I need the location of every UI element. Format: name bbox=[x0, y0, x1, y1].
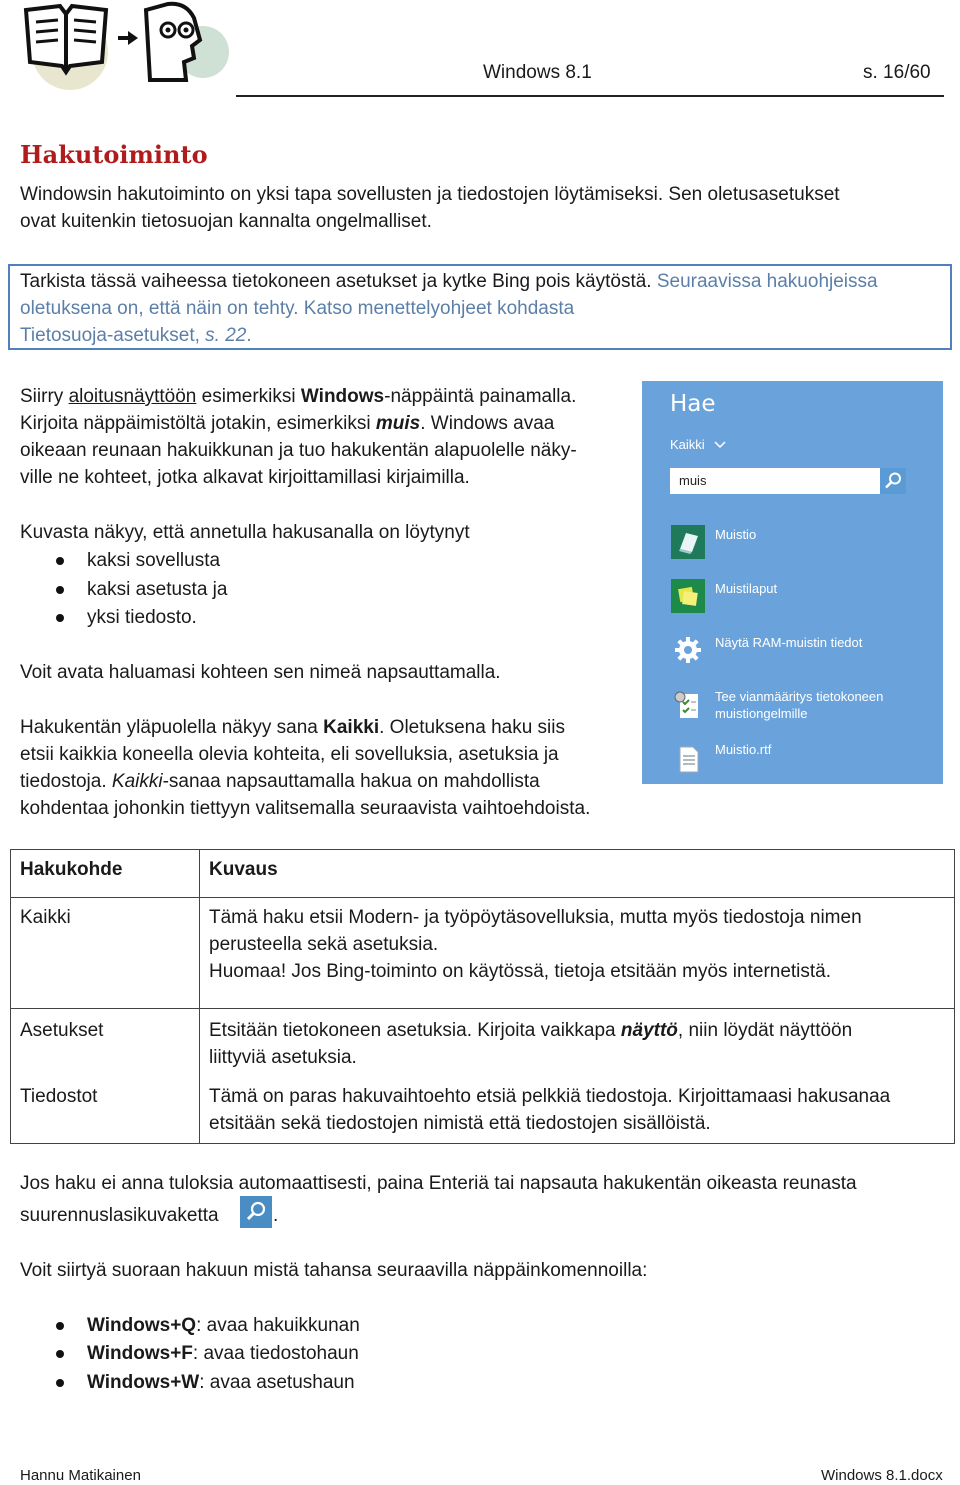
para1-text: -näppäintä painamalla. bbox=[384, 386, 577, 407]
para1-line-2 bbox=[20, 410, 554, 437]
search-result[interactable]: Muistio bbox=[715, 527, 757, 542]
shortcut-item bbox=[87, 1312, 360, 1339]
table-cell: Asetukset bbox=[11, 1009, 200, 1078]
windows-key-label: Windows bbox=[300, 386, 385, 407]
shortcut-key: Windows+Q bbox=[87, 1315, 197, 1336]
header-logo bbox=[18, 0, 233, 92]
notice-line-1 bbox=[20, 268, 878, 295]
header-doc-title: Windows 8.1 bbox=[483, 62, 592, 83]
shortcut-item bbox=[87, 1340, 359, 1367]
section-title: Hakutoiminto bbox=[20, 140, 208, 169]
table-row bbox=[11, 1077, 955, 1144]
gear-icon bbox=[671, 633, 705, 667]
bullet bbox=[56, 557, 64, 565]
search-scope-dropdown[interactable] bbox=[670, 437, 726, 452]
para1-text: Siirry bbox=[20, 386, 69, 407]
para4-line-1 bbox=[20, 714, 565, 741]
para2-lead: Kuvasta näkyy, että annetulla hakusanalla on löytynyt bbox=[20, 522, 470, 543]
footer-author: Hannu Matikainen bbox=[20, 1467, 141, 1484]
para1-line-3: oikeaan reunaan hakuikkunan ja tuo hakukentän alapuolelle näky- bbox=[20, 440, 577, 461]
bullet bbox=[56, 1379, 64, 1387]
document-icon bbox=[671, 742, 705, 776]
table-row bbox=[11, 898, 955, 1009]
search-result[interactable] bbox=[715, 688, 883, 722]
para4-line-3 bbox=[20, 768, 540, 795]
table-row bbox=[11, 1009, 955, 1078]
aloitusnaytto-link[interactable]: aloitusnäyttöön bbox=[68, 386, 197, 407]
table-cell-line: perusteella sekä asetuksia. bbox=[209, 934, 439, 955]
bullet bbox=[56, 586, 64, 594]
para5-line-1: Jos haku ei anna tuloksia automaattisesti, paina Enteriä tai napsauta hakukentän oikeasta reunasta bbox=[20, 1173, 857, 1194]
bullet bbox=[56, 1350, 64, 1358]
para1-text: Kirjoita näppäimistöltä jotakin, esimerkiksi bbox=[20, 413, 376, 434]
shortcut-desc: : avaa asetushaun bbox=[199, 1372, 355, 1393]
table-cell-line: Tämä haku etsii Modern- ja työpöytäsovelluksia, mutta myös tiedostoja nimen bbox=[209, 907, 862, 928]
table-text: , niin löydät näyttöön bbox=[677, 1020, 853, 1041]
shortcut-desc: : avaa hakuikkunan bbox=[196, 1315, 360, 1336]
table-cell-line: liittyviä asetuksia. bbox=[209, 1047, 357, 1068]
para1-line-1 bbox=[20, 383, 576, 410]
search-button[interactable] bbox=[880, 468, 906, 494]
table-text: Etsitään tietokoneen asetuksia. Kirjoita vaikkapa bbox=[209, 1020, 621, 1041]
chevron-down-icon bbox=[714, 441, 726, 449]
notepad-icon bbox=[671, 525, 705, 559]
table-cell-line: Huomaa! Jos Bing-toiminto on käytössä, tietoja etsitään myös internetistä. bbox=[209, 961, 832, 982]
list-item: kaksi sovellusta bbox=[87, 550, 221, 571]
table-cell: Kaikki bbox=[11, 898, 200, 1009]
table-cell bbox=[200, 1077, 955, 1144]
search-result[interactable]: Muistilaput bbox=[715, 581, 778, 596]
shortcut-key: Windows+W bbox=[87, 1372, 200, 1393]
notice-text-c: oletuksena on, että näin on tehty. bbox=[20, 298, 299, 319]
table-cell-line: etsitään sekä tiedostojen nimistä että tiedostojen sisällöistä. bbox=[209, 1113, 711, 1134]
search-result[interactable]: Muistio.rtf bbox=[715, 742, 772, 757]
search-panel-title: Hae bbox=[670, 391, 716, 417]
para1-text: . Windows avaa bbox=[420, 413, 555, 434]
table-cell-line: Tämä on paras hakuvaihtoehto etsiä pelkkiä tiedostoja. Kirjoittamaasi hakusanaa bbox=[209, 1086, 891, 1107]
para4-text: Hakukentän yläpuolella näkyy sana bbox=[20, 717, 324, 738]
table-cell bbox=[200, 898, 955, 1009]
notice-page-ref: s. 22 bbox=[199, 325, 247, 346]
sticky-notes-icon bbox=[671, 579, 705, 613]
search-icon bbox=[240, 1196, 272, 1228]
shortcut-key: Windows+F bbox=[87, 1343, 193, 1364]
table-cell-line bbox=[209, 1017, 945, 1044]
search-result-line: Tee vianmääritys tietokoneen bbox=[715, 689, 884, 704]
header-rule bbox=[236, 95, 944, 97]
search-scope-label: Kaikki bbox=[670, 437, 705, 452]
list-item: yksi tiedosto. bbox=[87, 607, 197, 628]
checklist-icon bbox=[671, 688, 705, 722]
book-to-head-logo-icon bbox=[18, 0, 233, 92]
example-term-naytto: näyttö bbox=[620, 1020, 678, 1041]
bullet bbox=[56, 614, 64, 622]
magnifier-inline-icon bbox=[240, 1196, 272, 1228]
table-header-row bbox=[11, 850, 955, 898]
header-hakukohde: Hakukohde bbox=[20, 859, 123, 880]
search-query: muis bbox=[679, 473, 707, 488]
list-item: kaksi asetusta ja bbox=[87, 579, 228, 600]
footer-filename: Windows 8.1.docx bbox=[821, 1467, 943, 1484]
para5-line-2 bbox=[20, 1202, 219, 1229]
notice-line-2 bbox=[20, 295, 574, 322]
para1-line-4: ville ne kohteet, jotka alkavat kirjoittamillasi kirjaimilla. bbox=[20, 467, 470, 488]
para3: Voit avata haluamasi kohteen sen nimeä napsauttamalla. bbox=[20, 662, 501, 683]
para1-text: esimerkiksi bbox=[196, 386, 301, 407]
para5-period: . bbox=[273, 1205, 279, 1226]
header-kuvaus: Kuvaus bbox=[209, 859, 278, 880]
search-result[interactable]: Näytä RAM-muistin tiedot bbox=[715, 635, 863, 650]
notice-text-a: Tarkista tässä vaiheessa tietokoneen asetukset ja kytke Bing pois käytöstä. bbox=[20, 271, 657, 292]
para4-line-4: kohdentaa johonkin tiettyyn valitsemalla seuraavista vaihtoehdoista. bbox=[20, 798, 591, 819]
header-page-number: s. 16/60 bbox=[863, 62, 931, 83]
notice-line-3[interactable] bbox=[20, 322, 252, 349]
para4-text: -sanaa napsauttamalla hakua on mahdollista bbox=[162, 771, 540, 792]
search-target-table bbox=[10, 849, 955, 1144]
para4-text: tiedostoja. bbox=[20, 771, 112, 792]
intro-line-1: Windowsin hakutoiminto on yksi tapa sovellusten ja tiedostojen löytämiseksi. Sen oletusasetukset bbox=[20, 184, 840, 205]
intro-line-2: ovat kuitenkin tietosuojan kannalta ongelmalliset. bbox=[20, 211, 432, 232]
kaikki-label: Kaikki bbox=[323, 717, 380, 738]
search-input[interactable] bbox=[670, 468, 880, 494]
search-result-line: muistiongelmille bbox=[715, 706, 808, 721]
table-header-cell bbox=[200, 850, 955, 898]
notice-period: . bbox=[246, 325, 252, 346]
notice-text-d: Katso menettelyohjeet kohdasta bbox=[298, 298, 575, 319]
kaikki-italic: Kaikki bbox=[111, 771, 163, 792]
shortcut-item bbox=[87, 1369, 355, 1396]
bullet bbox=[56, 1322, 64, 1330]
table-cell: Tiedostot bbox=[11, 1077, 200, 1144]
para6: Voit siirtyä suoraan hakuun mistä tahansa seuraavilla näppäinkomennoilla: bbox=[20, 1260, 648, 1281]
notice-link-tietosuoja[interactable]: Tietosuoja-asetukset, bbox=[20, 325, 200, 346]
notice-text-b: Seuraavissa hakuohjeissa bbox=[656, 271, 878, 292]
table-cell bbox=[200, 1009, 955, 1078]
shortcut-desc: : avaa tiedostohaun bbox=[192, 1343, 359, 1364]
para5-text: suurennuslasikuvaketta bbox=[20, 1205, 219, 1226]
search-panel bbox=[642, 381, 943, 784]
para4-text: . Oletuksena haku siis bbox=[379, 717, 565, 738]
search-icon bbox=[880, 468, 906, 494]
search-term-muis: muis bbox=[375, 413, 421, 434]
table-header-cell bbox=[11, 850, 200, 898]
para4-line-2: etsii kaikkia koneella olevia kohteita, eli sovelluksia, asetuksia ja bbox=[20, 744, 559, 765]
